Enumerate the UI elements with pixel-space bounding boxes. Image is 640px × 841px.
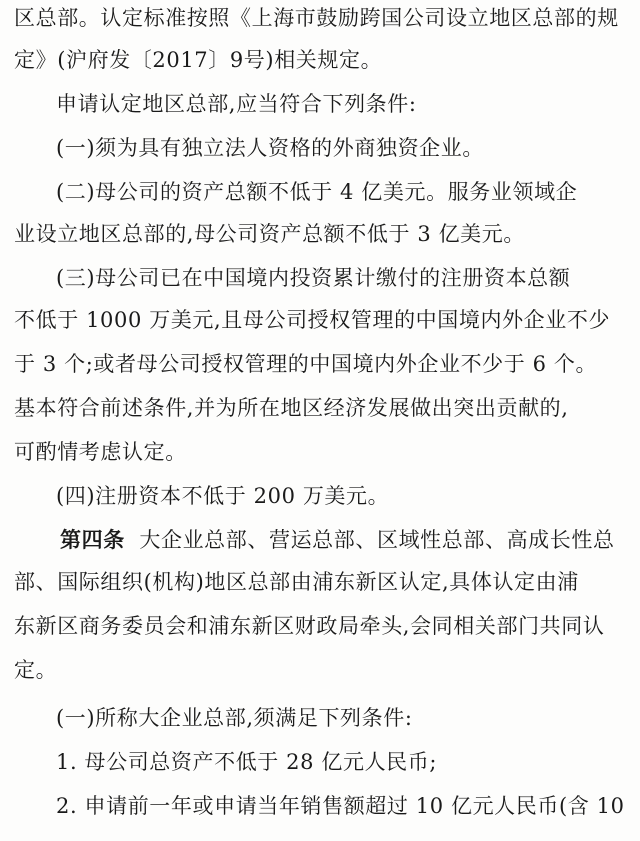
- text-line-18: 1. 母公司总资产不低于 28 亿元人民币;: [56, 750, 438, 774]
- text-line-19: 2. 申请前一年或申请当年销售额超过 10 亿元人民币(含 10: [56, 794, 625, 818]
- text-line-4: (一)须为具有独立法人资格的外商独资企业。: [56, 136, 484, 160]
- text-line-14: 部、国际组织(机构)地区总部由浦东新区认定,具体认定由浦: [14, 570, 579, 594]
- text-line-3: 申请认定地区总部,应当符合下列条件:: [56, 92, 417, 116]
- text-line-1: 区总部。认定标准按照《上海市鼓励跨国公司设立地区总部的规: [14, 6, 619, 30]
- article-heading: 第四条: [60, 527, 125, 552]
- article-text: 大企业总部、营运总部、区域性总部、高成长性总: [139, 528, 615, 552]
- text-line-15: 东新区商务委员会和浦东新区财政局牵头,会同相关部门共同认: [14, 614, 605, 638]
- text-line-7: (三)母公司已在中国境内投资累计缴付的注册资本总额: [56, 266, 571, 290]
- text-line-17: (一)所称大企业总部,须满足下列条件:: [56, 706, 413, 730]
- text-line-2: 定》(沪府发〔2017〕9号)相关规定。: [14, 48, 383, 72]
- text-line-16: 定。: [14, 658, 58, 682]
- text-line-11: 可酌情考虑认定。: [14, 440, 187, 464]
- text-line-8: 不低于 1000 万美元,且母公司授权管理的中国境内外企业不少: [14, 308, 611, 332]
- text-line-9: 于 3 个;或者母公司授权管理的中国境内外企业不少于 6 个。: [14, 352, 598, 376]
- text-line-12: (四)注册资本不低于 200 万美元。: [56, 484, 390, 508]
- text-line-10: 基本符合前述条件,并为所在地区经济发展做出突出贡献的,: [14, 396, 569, 420]
- text-line-6: 业设立地区总部的,母公司资产总额不低于 3 亿美元。: [14, 222, 525, 246]
- text-line-5: (二)母公司的资产总额不低于 4 亿美元。服务业领域企: [56, 180, 578, 204]
- text-line-13: [60, 526, 626, 554]
